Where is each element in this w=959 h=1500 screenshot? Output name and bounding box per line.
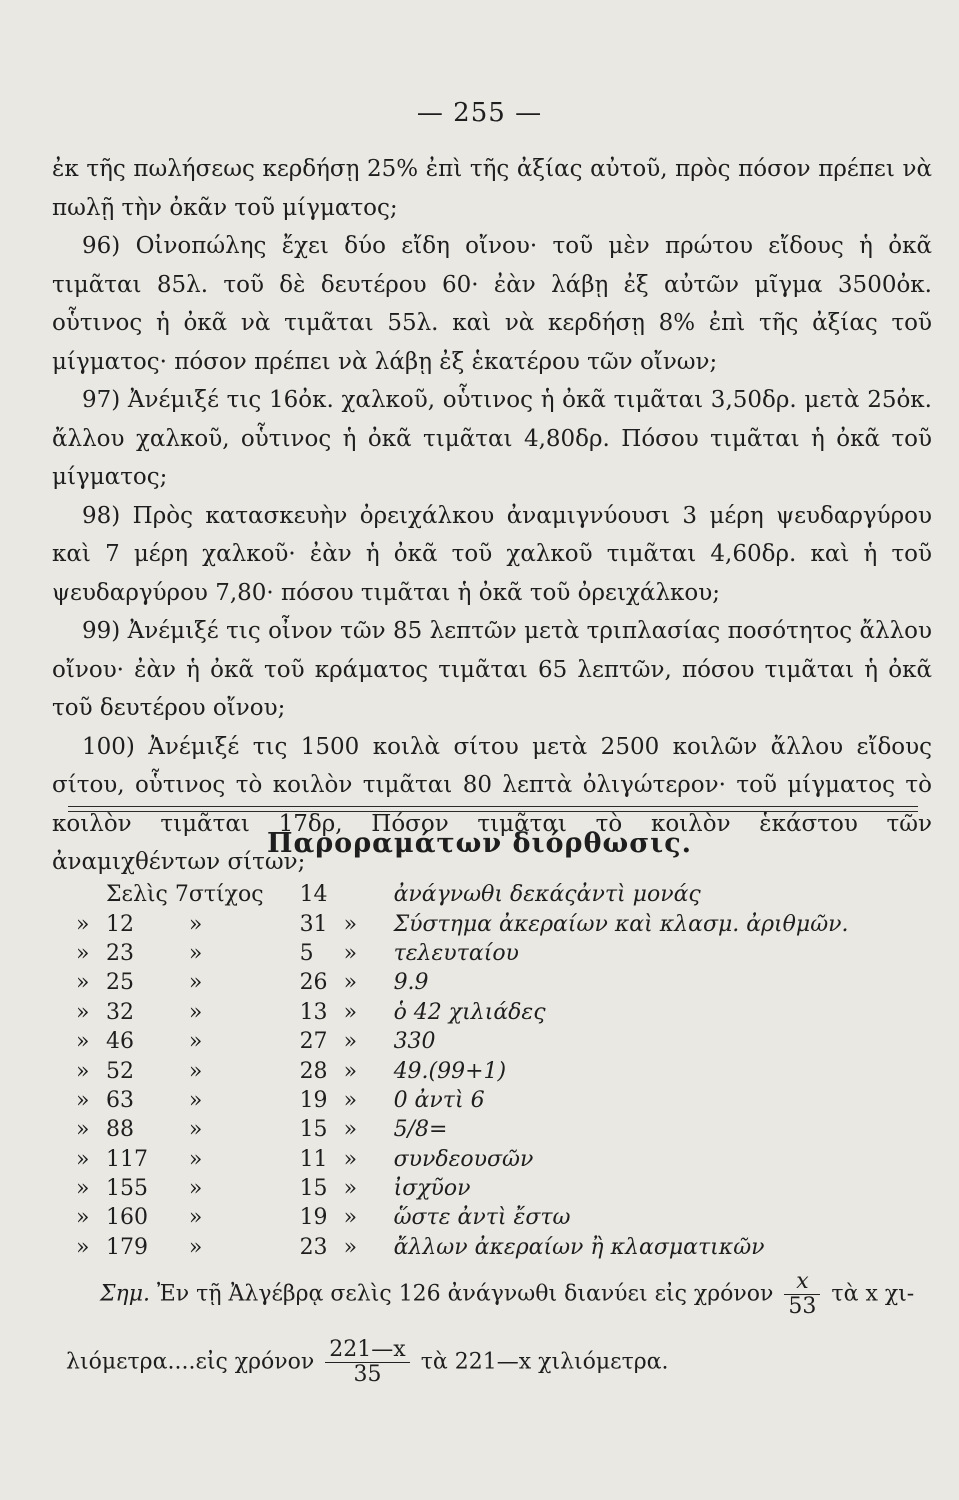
errata-ditto: » xyxy=(343,1234,358,1260)
errata-line-word: » xyxy=(188,999,203,1025)
errata-row xyxy=(76,1203,914,1232)
errata-correction: ὥστε ἀντὶ ἔστω xyxy=(393,1205,571,1231)
errata-correction: ἄλλων ἀκεραίων ἢ κλασματικῶν xyxy=(393,1234,765,1260)
errata-correction: συνδεουσῶν xyxy=(393,1146,534,1172)
errata-correction: ὁ 42 χιλιάδες xyxy=(393,999,546,1025)
note-tail-2: τὰ 221—x χιλιόμετρα. xyxy=(420,1349,669,1375)
problem-99: 99) Ἀνέμιξέ τις οἶνον τῶν 85 λεπτῶν μετὰ τριπλασίας ποσότητος ἄλλου οἴνου· ἐὰν ἡ ὀκᾶ τοῦ κράματος τιμᾶται 65 λεπτῶν, πόσου τιμᾶται ἡ ὀκᾶ τοῦ δευτέρου οἴνου; xyxy=(52,618,932,721)
errata-ditto: » xyxy=(76,1234,90,1260)
errata-row xyxy=(76,1056,914,1085)
errata-correction: ἀνάγνωθι δεκάςἀντὶ μονάς xyxy=(393,882,701,908)
errata-row xyxy=(76,998,914,1027)
problem-96: 96) Οἰνοπώλης ἔχει δύο εἴδη οἴνου· τοῦ μὲν πρώτου εἴδους ἡ ὀκᾶ τιμᾶται 85λ. τοῦ δὲ δευτέρου 60· ἐὰν λάβῃ ἐξ αὐτῶν μῖγμα 3500ὀκ. οὗτινος ἡ ὀκᾶ νὰ τιμᾶται 55λ. καὶ νὰ κερδήσῃ 8% ἐπὶ τῆς ἀξίας τοῦ μίγματος· πόσον πρέπει νὰ λάβῃ ἐξ ἑκατέρου τῶν οἴνων; xyxy=(52,233,932,375)
errata-ditto: » xyxy=(343,911,358,937)
errata-ditto: » xyxy=(76,940,90,966)
errata-page: 179 xyxy=(106,1234,148,1260)
errata-row xyxy=(76,1027,914,1056)
errata-spacer xyxy=(264,998,300,1027)
errata-spacer xyxy=(264,1233,300,1262)
errata-ditto: » xyxy=(343,1205,358,1231)
note-label: Σημ. xyxy=(100,1281,151,1307)
errata-correction: 49.(99+1) xyxy=(393,1058,507,1084)
errata-ditto xyxy=(76,880,106,909)
errata-spacer xyxy=(264,1056,300,1085)
errata-line-word: » xyxy=(188,1205,203,1231)
errata-ditto: » xyxy=(343,1087,358,1113)
errata-line: 28 xyxy=(299,1058,328,1084)
errata-page: 155 xyxy=(106,1176,148,1202)
errata-correction: 0 ἀντὶ 6 xyxy=(393,1087,485,1113)
errata-line: 15 xyxy=(299,1176,328,1202)
errata-spacer xyxy=(264,909,300,938)
errata-row xyxy=(76,1145,914,1174)
paragraph-continuation: ἐκ τῆς πωλήσεως κερδήσῃ 25% ἐπὶ τῆς ἀξίας αὐτοῦ, πρὸς πόσον πρέπει νὰ πωλῇ τὴν ὀκᾶν τοῦ μίγματος; xyxy=(52,156,932,221)
problems-text xyxy=(52,150,932,882)
errata-ditto: » xyxy=(343,1058,358,1084)
errata-line: 19 xyxy=(299,1087,328,1113)
errata-table xyxy=(76,880,914,1262)
errata-line-word: » xyxy=(188,1058,203,1084)
errata-ditto: » xyxy=(76,1205,90,1231)
errata-correction: 5/8= xyxy=(393,1117,448,1143)
errata-spacer xyxy=(264,1174,300,1203)
errata-line: 13 xyxy=(299,999,328,1025)
errata-correction: 9.9 xyxy=(393,970,429,996)
problem-98: 98) Πρὸς κατασκευὴν ὀρειχάλκου ἀναμιγνύουσι 3 μέρη ψευδαργύρου καὶ 7 μέρη χαλκοῦ· ἐὰν ἡ ὀκᾶ τοῦ χαλκοῦ τιμᾶται 4,60δρ. καὶ ἡ τοῦ ψευδαργύρου 7,80· πόσου τιμᾶται ἡ ὀκᾶ τοῦ ὀρειχάλκου; xyxy=(52,502,932,606)
errata-ditto: » xyxy=(76,999,90,1025)
errata-row xyxy=(76,939,914,968)
errata-line-word: » xyxy=(188,1176,203,1202)
errata-row xyxy=(76,968,914,997)
errata-page: 88 xyxy=(106,1117,134,1143)
divider-rule xyxy=(68,806,918,807)
errata-page: 12 xyxy=(106,911,134,937)
errata-ditto: » xyxy=(76,1058,90,1084)
errata-ditto: » xyxy=(343,1117,358,1143)
errata-page: 117 xyxy=(106,1146,148,1172)
errata-line: 11 xyxy=(299,1146,328,1172)
note-line-1 xyxy=(100,1270,940,1319)
errata-ditto: » xyxy=(76,1087,90,1113)
errata-spacer xyxy=(264,880,300,909)
fraction-denominator: 35 xyxy=(353,1362,382,1387)
errata-line: 5 xyxy=(299,940,314,966)
fraction-x-over-53 xyxy=(784,1270,820,1319)
errata-correction: ἰσχῦον xyxy=(393,1176,471,1202)
errata-page: 52 xyxy=(106,1058,134,1084)
errata-ditto: » xyxy=(343,1146,358,1172)
errata-ditto: » xyxy=(343,1029,358,1055)
errata-row xyxy=(76,1115,914,1144)
errata-page: 23 xyxy=(106,940,134,966)
errata-row xyxy=(76,880,914,909)
errata-correction: τελευταίου xyxy=(393,940,519,966)
errata-ditto: » xyxy=(76,911,90,937)
errata-row xyxy=(76,909,914,938)
errata-ditto: » xyxy=(76,1029,90,1055)
errata-spacer xyxy=(264,968,300,997)
problem-100: 100) Ἀνέμιξέ τις 1500 κοιλὰ σίτου μετὰ 2500 κοιλῶν ἄλλου εἴδους σίτου, οὗτινος τὸ κοιλὸν τιμᾶται 80 λεπτὰ ὀλιγώτερον· τοῦ μίγματος τὸ κοιλὸν τιμᾶται 17δρ, Πόσον τιμᾶται τὸ κοιλὸν ἑκάστου τῶν ἀναμιχθέντων σίτων; xyxy=(52,733,932,875)
errata-page: 160 xyxy=(106,1205,148,1231)
errata-ditto: » xyxy=(343,1176,358,1202)
errata-line-word: » xyxy=(188,1234,203,1260)
errata-line: 26 xyxy=(299,970,328,996)
errata-line-word: » xyxy=(188,1029,203,1055)
errata-correction: 330 xyxy=(393,1029,436,1055)
errata-line-word: » xyxy=(188,970,203,996)
errata-ditto: » xyxy=(76,1176,90,1202)
page-number: — 255 — xyxy=(416,98,543,128)
errata-ditto xyxy=(344,880,394,909)
errata-line: 31 xyxy=(299,911,328,937)
errata-line: 27 xyxy=(299,1029,328,1055)
errata-ditto: » xyxy=(76,1146,90,1172)
note-text-1: Ἐν τῇ Ἀλγέβρᾳ σελὶς 126 ἀνάγνωθι διανύει εἰς χρόνον xyxy=(157,1281,774,1307)
divider-rule xyxy=(68,811,918,812)
errata-line-word: » xyxy=(188,940,203,966)
errata-line: 23 xyxy=(299,1234,328,1260)
errata-ditto: » xyxy=(76,970,90,996)
errata-line-word: » xyxy=(188,1117,203,1143)
errata-page: 46 xyxy=(106,1029,134,1055)
errata-line: 15 xyxy=(299,1117,328,1143)
fraction-numerator: 221—x xyxy=(325,1338,409,1363)
fraction-denominator: 53 xyxy=(788,1294,817,1319)
errata-line-word: » xyxy=(188,911,203,937)
problem-97: 97) Ἀνέμιξέ τις 16ὀκ. χαλκοῦ, οὗτινος ἡ ὀκᾶ τιμᾶται 3,50δρ. μετὰ 25ὀκ. ἄλλου χαλκοῦ, οὗτινος ἡ ὀκᾶ τιμᾶται 4,80δρ. Πόσου τιμᾶται ἡ ὀκᾶ τοῦ μίγματος; xyxy=(52,387,932,490)
errata-row xyxy=(76,1086,914,1115)
errata-page: Σελὶς 7 xyxy=(106,882,189,908)
errata-page: 32 xyxy=(106,999,134,1025)
errata-line: 14 xyxy=(299,882,328,908)
errata-correction: Σύστημα ἀκεραίων καὶ κλασμ. ἀριθμῶν. xyxy=(393,911,849,937)
errata-line-word: » xyxy=(188,1087,203,1113)
errata-row xyxy=(76,1233,914,1262)
errata-spacer xyxy=(264,1115,300,1144)
errata-spacer xyxy=(264,1145,300,1174)
errata-page: 25 xyxy=(106,970,134,996)
note-line-2 xyxy=(66,1338,906,1387)
errata-line-word: στίχος xyxy=(188,882,264,908)
fraction-numerator: x xyxy=(784,1270,820,1295)
errata-ditto: » xyxy=(343,970,358,996)
errata-spacer xyxy=(264,1027,300,1056)
errata-ditto: » xyxy=(76,1117,90,1143)
errata-page: 63 xyxy=(106,1087,134,1113)
note-text-2: λιόμετρα....εἰς χρόνον xyxy=(66,1349,315,1375)
errata-ditto: » xyxy=(343,940,358,966)
errata-title: Παροραμάτων διόρθωσις. xyxy=(266,828,693,859)
errata-row xyxy=(76,1174,914,1203)
errata-spacer xyxy=(264,1203,300,1232)
errata-line: 19 xyxy=(299,1205,328,1231)
errata-ditto: » xyxy=(343,999,358,1025)
errata-line-word: » xyxy=(188,1146,203,1172)
errata-spacer xyxy=(264,1086,300,1115)
note-tail-1: τὰ x χι- xyxy=(831,1281,915,1307)
errata-spacer xyxy=(264,939,300,968)
fraction-221-minus-x-over-35 xyxy=(325,1338,409,1387)
